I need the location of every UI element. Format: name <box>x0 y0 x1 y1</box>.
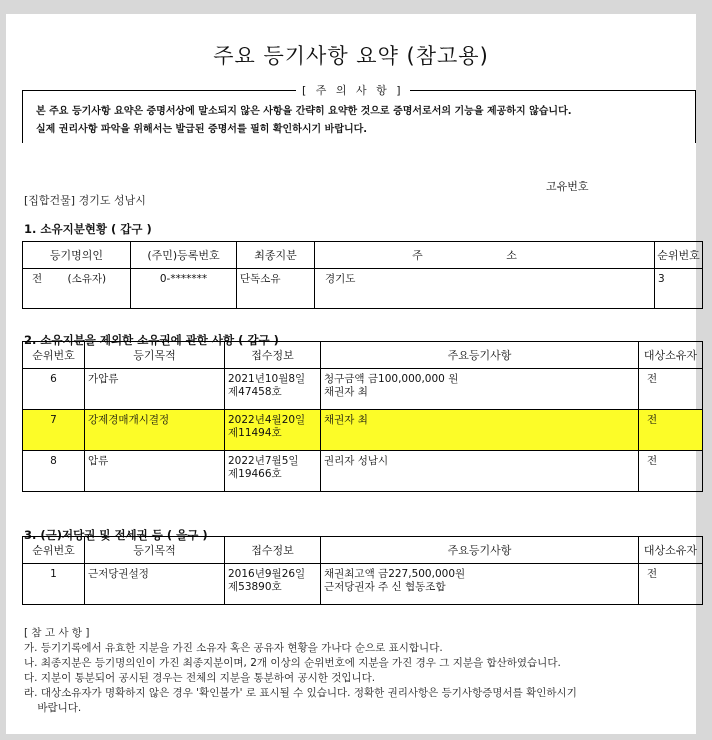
detail-cell <box>321 564 639 605</box>
section3-title-text: 3. (근)저당권 및 전세권 등 <box>24 528 163 542</box>
receipt-cell <box>225 410 321 451</box>
owner-cell: 전 <box>639 369 703 410</box>
detail-line: 채권자 최 <box>324 386 368 398</box>
table-header-row <box>23 242 703 269</box>
rights-table <box>22 341 703 492</box>
note-item: 다. 지분이 통분되어 공시된 경우는 전체의 지분을 통분하여 공시한 것입니다. <box>24 672 376 684</box>
header-cell: 등기목적 <box>85 537 225 564</box>
table-row <box>23 269 703 309</box>
header-cell: 접수정보 <box>225 342 321 369</box>
detail-line: 청구금액 금100,000,000 원 <box>324 373 459 385</box>
rank-cell: 3 <box>655 269 703 309</box>
header-cell: (주민)등록번호 <box>131 242 237 269</box>
header-cell: 순위번호 <box>23 342 85 369</box>
purpose-cell: 근저당권설정 <box>85 564 225 605</box>
receipt-number: 제19466호 <box>228 468 282 480</box>
receipt-number: 제11494호 <box>228 427 282 439</box>
receipt-number: 제53890호 <box>228 581 282 593</box>
note-item: 바랍니다. <box>24 702 82 714</box>
purpose-cell: 강제경매개시결정 <box>85 410 225 451</box>
receipt-date: 2022년7월5일 <box>228 455 299 467</box>
owner-cell <box>23 269 131 309</box>
header-cell: 대상소유자 <box>639 342 703 369</box>
receipt-date: 2022년4월20일 <box>228 414 306 426</box>
unique-number-label: 고유번호 <box>546 180 589 193</box>
section2-title-text: 2. 소유지분을 제외한 소유권에 관한 사항 <box>24 333 235 347</box>
owner-name: 전 <box>32 273 43 285</box>
section2-title-tail: ( 갑구 ) <box>238 333 279 347</box>
owner-role: (소유자) <box>67 273 107 285</box>
header-cell: 대상소유자 <box>639 537 703 564</box>
table-row <box>23 564 703 605</box>
section3-title-tail: ( 을구 ) <box>166 528 208 542</box>
table-row <box>23 369 703 410</box>
rank-cell: 6 <box>23 369 85 410</box>
detail-line: 근저당권자 주 신 협동조합 <box>324 581 446 593</box>
detail-line: 권리자 성남시 <box>324 455 389 467</box>
notice-heading: [ 주 의 사 항 ] <box>296 82 410 98</box>
purpose-cell: 가압류 <box>85 369 225 410</box>
detail-line: 채권자 최 <box>324 414 368 426</box>
table-row <box>23 451 703 492</box>
header-cell: 접수정보 <box>225 537 321 564</box>
notes-section <box>24 626 577 716</box>
rank-cell: 8 <box>23 451 85 492</box>
section1-title <box>24 221 152 237</box>
receipt-cell <box>225 369 321 410</box>
address-cell: 경기도 <box>315 269 655 309</box>
receipt-date: 2021년10월8일 <box>228 373 306 385</box>
header-cell: 주요등기사항 <box>321 537 639 564</box>
note-item: 나. 최종지분은 등기명의인이 가진 최종지분이며, 2개 이상의 순위번호에 지분을 가진 경우 그 지분을 합산하였습니다. <box>24 657 561 669</box>
table-row-highlighted <box>23 410 703 451</box>
rank-cell: 7 <box>23 410 85 451</box>
receipt-number: 제47458호 <box>228 386 282 398</box>
document-title: 주요 등기사항 요약 (참고용) <box>213 44 489 68</box>
table-header-row <box>23 342 703 369</box>
section1-title-tail: ( 갑구 ) <box>111 222 152 236</box>
detail-cell <box>321 410 639 451</box>
notice-line-1: 본 주요 등기사항 요약은 증명서상에 말소되지 않은 사항을 간략히 요약한 것으로 증명서로서의 기능을 제공하지 않습니다. <box>36 106 572 117</box>
share-cell: 단독소유 <box>237 269 315 309</box>
ownership-table <box>22 241 703 309</box>
header-cell: 순위번호 <box>23 537 85 564</box>
header-cell: 등기명의인 <box>23 242 131 269</box>
owner-cell: 전 <box>639 451 703 492</box>
header-cell: 주 소 <box>315 242 655 269</box>
note-item: 라. 대상소유자가 명확하지 않은 경우 '확인불가' 로 표시될 수 있습니다. 정확한 권리사항은 등기사항증명서를 확인하시기 <box>24 687 577 699</box>
header-cell: 주요등기사항 <box>321 342 639 369</box>
reg-no-cell: 0-******* <box>131 269 237 309</box>
detail-cell <box>321 369 639 410</box>
note-item: 가. 등기기록에서 유효한 지분을 가진 소유자 혹은 공유자 현황을 가나다 순으로 표시합니다. <box>24 642 443 654</box>
mortgage-table <box>22 536 703 605</box>
table-header-row <box>23 537 703 564</box>
header-cell: 최종지분 <box>237 242 315 269</box>
notice-line-2: 실제 권리사항 파악을 위해서는 발급된 증명서를 필히 확인하시기 바랍니다. <box>36 124 368 135</box>
receipt-date: 2016년9월26일 <box>228 568 306 580</box>
document-page <box>6 14 700 734</box>
detail-line: 채권최고액 금227,500,000원 <box>324 568 466 580</box>
notes-heading: [ 참 고 사 항 ] <box>24 627 90 639</box>
purpose-cell: 압류 <box>85 451 225 492</box>
owner-cell: 전 <box>639 564 703 605</box>
receipt-cell <box>225 451 321 492</box>
owner-cell: 전 <box>639 410 703 451</box>
header-cell: 순위번호 <box>655 242 703 269</box>
header-cell: 등기목적 <box>85 342 225 369</box>
receipt-cell <box>225 564 321 605</box>
rank-cell: 1 <box>23 564 85 605</box>
detail-cell <box>321 451 639 492</box>
building-address: [집합건물] 경기도 성남시 <box>24 194 146 207</box>
section1-title-text: 1. 소유지분현황 <box>24 222 108 236</box>
